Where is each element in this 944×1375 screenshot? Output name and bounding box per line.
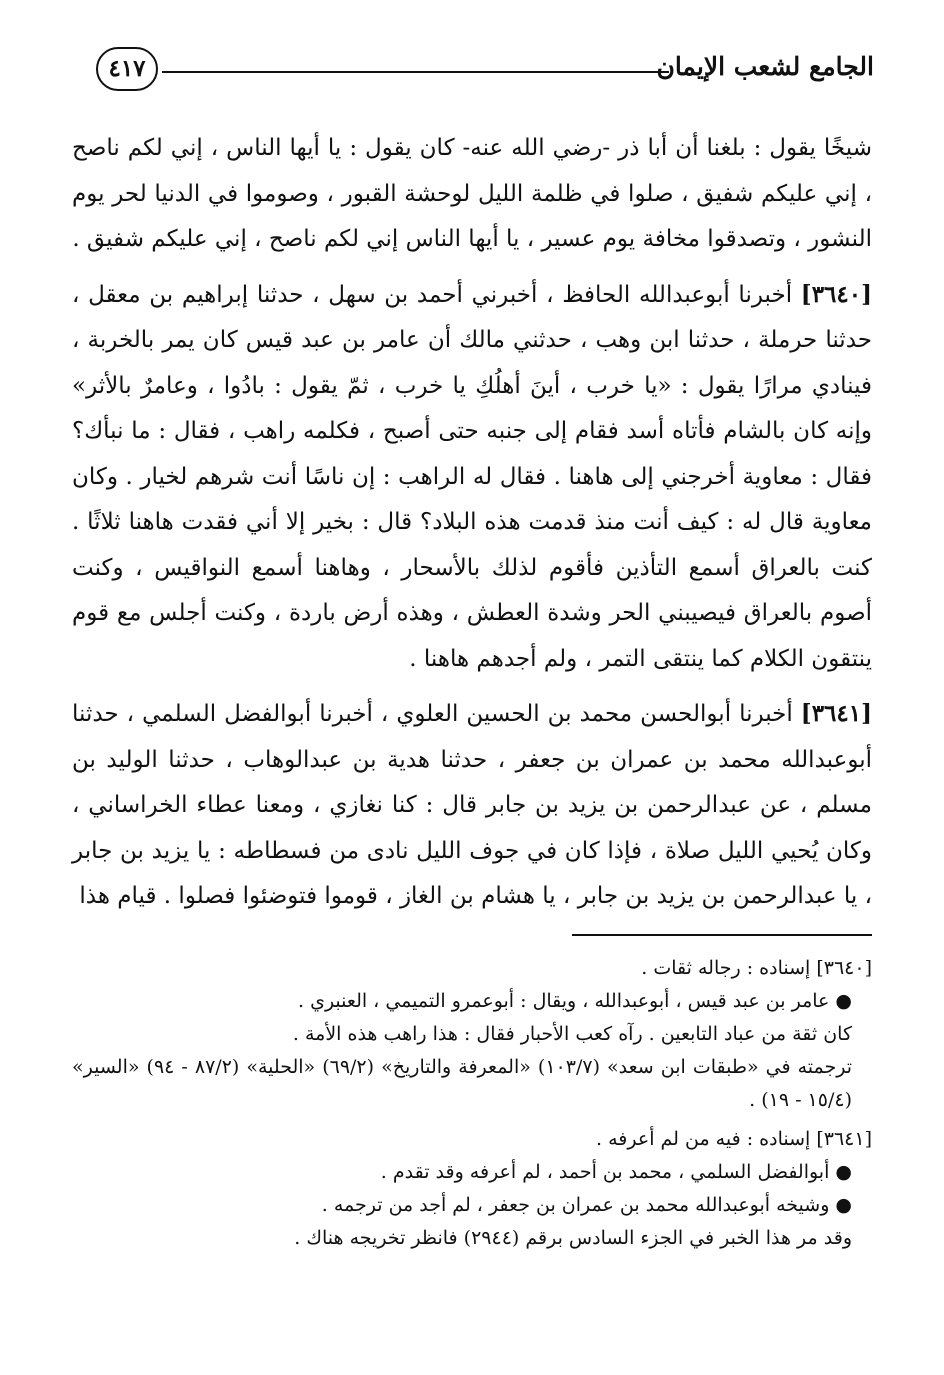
hadith-text: أخبرنا أبوالحسن محمد بن الحسين العلوي ، أخبرنا أبوالفضل السلمي ، حدثنا أبوعبدالله محمد بن عمران بن جعفر ، حدثنا هدية بن عبدالوهاب ، حدثنا الوليد بن مسلم ، عن عبدالرحمن بن يزيد بن جابر قال : كنا نغازي ، ومعنا عطاء الخراساني ، وكان يُحيي الليل صلاة ، فإذا كان في جوف الليل نادى من فسطاطه : يا يزيد بن جابر ، يا عبدالرحمن بن يزيد بن جابر ، يا هشام بن الغاز ، قوموا فتوضئوا فصلوا . قيام هذا [72, 701, 872, 909]
footnote-rule [572, 934, 872, 936]
continuation-paragraph: شيخًا يقول : بلغنا أن أبا ذر -رضي الله عنه- كان يقول : يا أيها الناس ، إني لكم ناصح ، إني عليكم شفيق ، صلوا في ظلمة الليل لوحشة القبور ، وصوموا في الدنيا لحر يوم النشور ، وتصدقوا مخافة يوم عسير ، يا أيها الناس إني لكم ناصح ، إني عليكم شفيق . [72, 135, 872, 252]
hadith-text: أخبرنا أبوعبدالله الحافظ ، أخبرني أحمد بن سهل ، حدثنا إبراهيم بن معقل ، حدثنا حرملة ، حدثنا ابن وهب ، حدثني مالك أن عامر بن عبد قيس كان يمر بالخربة ، فينادي مرارًا يقول : «يا خرب ، أينَ أهلُكِ يا خرب ، ثمّ يقول : بادُوا ، وعامرٌ بالأثر» وإنه كان بالشام فأتاه أسد فقام إلى جنبه حتى أصبح ، فكلمه راهب ، فقال : ما نبأك؟ فقال : معاوية أخرجني إلى هاهنا . فقال له الراهب : إن ناسًا أنت شرهم لخيار . وكان معاوية قال له : كيف أنت منذ قدمت هذه البلاد؟ قال : بخير إلا أني فقدت هاهنا ثلاثًا . كنت بالعراق أسمع التأذين فأقوم لذلك بالأسحار ، وهاهنا أسمع النواقيس ، وكنت أصوم بالعراق فيصيبني الحر وشدة العطش ، وهذه أرض باردة ، وكنت أجلس مع قوم ينتقون الكلام كما ينتقى التمر ، ولم أجدهم هاهنا . [72, 281, 872, 672]
footnotes [72, 952, 872, 1255]
footnote-3640-sources: ترجمته في «طبقات ابن سعد» (١٠٣/٧) «المعرفة والتاريخ» (٦٩/٢) «الحلية» (٨٧/٢ - ٩٤) «السير» (١٥/٤ - ١٩) . [72, 1056, 853, 1111]
page-number: ٤١٧ [96, 47, 158, 91]
hadith-number: [٣٦٤١] [800, 700, 872, 727]
footnote-3641-note: وقد مر هذا الخبر في الجزء السادس برقم (٢٩٤٤) فانظر تخريجه هناك . [294, 1227, 852, 1249]
book-title: الجامع لشعب الإيمان [656, 52, 874, 81]
hadith-3640 [72, 272, 872, 683]
footnote-3640-narrator: ● عامر بن عبد قيس ، أبوعبدالله ، ويقال : أبوعمرو التميمي ، العنبري . [298, 990, 852, 1012]
footnote-3641-narrator: ● أبوالفضل السلمي ، محمد بن أحمد ، لم أعرفه وقد تقدم . [380, 1161, 852, 1183]
footnote-3640-note: كان ثقة من عباد التابعين . رآه كعب الأحبار فقال : هذا راهب هذه الأمة . [292, 1023, 852, 1045]
header-rule [162, 71, 669, 73]
hadith-3641 [72, 691, 872, 920]
running-header [96, 44, 874, 104]
footnote-3641-narrator-2: ● وشيخه أبوعبدالله محمد بن عمران بن جعفر ، لم أجد من ترجمه . [321, 1194, 852, 1216]
footnote-3640-head: [٣٦٤٠] إسناده : رجاله ثقات . [641, 957, 872, 979]
footnote-3641-head: [٣٦٤١] إسناده : فيه من لم أعرفه . [596, 1128, 872, 1150]
main-text [72, 126, 872, 929]
hadith-number: [٣٦٤٠] [800, 280, 872, 308]
